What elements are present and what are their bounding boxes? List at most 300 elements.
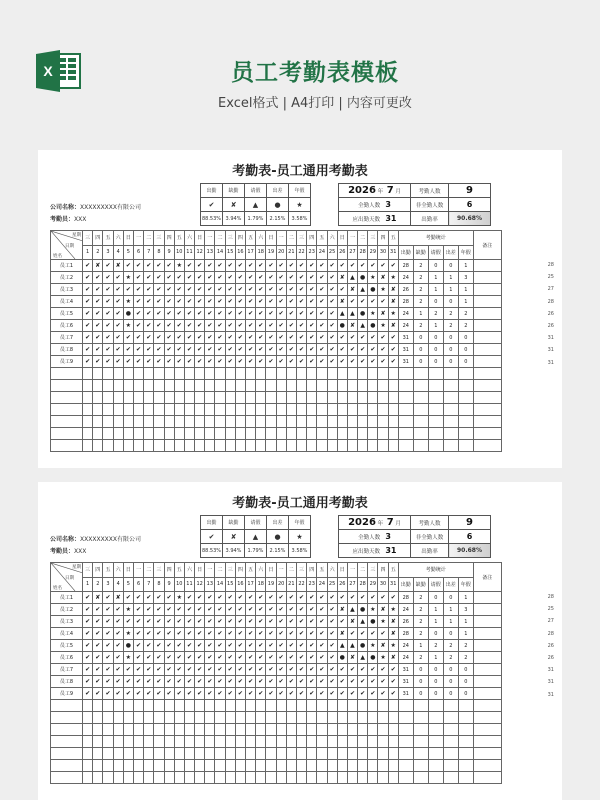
weekday-header: 五 [174, 231, 184, 246]
empty-cell [195, 416, 205, 428]
empty-cell [428, 712, 443, 724]
empty-cell [358, 428, 368, 440]
attendance-mark-icon: ✔ [195, 652, 205, 664]
empty-cell [225, 380, 235, 392]
date-header: 23 [307, 245, 317, 260]
attendance-mark-icon: ✔ [256, 676, 266, 688]
empty-cell [205, 380, 215, 392]
stat-header: 出勤 [398, 245, 413, 260]
attendance-mark-icon: ✔ [195, 592, 205, 604]
attendance-mark-icon: ✔ [93, 652, 103, 664]
empty-cell [51, 772, 83, 784]
attendance-mark-icon: ✘ [388, 616, 398, 628]
attendance-mark-icon: ✔ [83, 284, 93, 296]
attendance-mark-icon: ✔ [195, 640, 205, 652]
empty-cell [83, 440, 93, 452]
attendance-mark-icon: ✔ [266, 332, 276, 344]
attendance-mark-icon: ✔ [296, 296, 306, 308]
empty-cell [83, 712, 93, 724]
attendance-mark-icon: ✔ [154, 676, 164, 688]
empty-cell [358, 380, 368, 392]
stat-value: 2 [428, 640, 443, 652]
attendance-mark-icon: ✔ [266, 272, 276, 284]
remark-cell [473, 616, 501, 628]
legend-symbol-icon: ✔ [201, 530, 223, 544]
attendance-rate: 90.68% [449, 212, 491, 226]
attendance-mark-icon: ✔ [174, 628, 184, 640]
weekday-header: 一 [133, 563, 143, 578]
attendance-mark-icon: ✔ [195, 284, 205, 296]
row-side-total: 28 [547, 630, 554, 637]
attendance-mark-icon: ✔ [378, 344, 388, 356]
empty-cell [276, 440, 286, 452]
empty-cell [123, 760, 133, 772]
attendance-mark-icon: ✔ [266, 356, 276, 368]
attendance-mark-icon: ✔ [195, 320, 205, 332]
empty-cell [388, 712, 398, 724]
attendance-mark-icon: ✔ [266, 320, 276, 332]
attendance-mark-icon: ✔ [368, 664, 378, 676]
attendance-mark-icon: ✔ [327, 688, 337, 700]
attendance-mark-icon: ✔ [296, 652, 306, 664]
table-row [51, 640, 502, 652]
attendance-mark-icon: ✔ [286, 332, 296, 344]
weekday-header: 二 [144, 231, 154, 246]
attendance-mark-icon: ✔ [307, 284, 317, 296]
date-header: 13 [205, 577, 215, 592]
attendance-mark-icon: ✔ [246, 604, 256, 616]
empty-cell [276, 380, 286, 392]
empty-cell [368, 404, 378, 416]
attendance-mark-icon: ✔ [133, 640, 143, 652]
attendance-mark-icon: ✔ [164, 676, 174, 688]
empty-row [51, 736, 502, 748]
empty-cell [337, 760, 347, 772]
empty-cell [398, 748, 413, 760]
empty-cell [164, 748, 174, 760]
attendance-mark-icon: ✔ [296, 616, 306, 628]
attendance-mark-icon: ✔ [184, 616, 194, 628]
attendance-mark-icon: ✘ [347, 284, 357, 296]
empty-cell [246, 416, 256, 428]
attendance-mark-icon: ▲ [358, 284, 368, 296]
attendance-mark-icon: ✔ [205, 604, 215, 616]
attendance-mark-icon: ✔ [103, 320, 113, 332]
attendance-mark-icon: ✔ [195, 308, 205, 320]
empty-cell [368, 736, 378, 748]
attendance-mark-icon: ✔ [123, 332, 133, 344]
empty-cell [51, 368, 83, 380]
employee-name: 员工5 [51, 640, 83, 652]
empty-cell [215, 772, 225, 784]
empty-cell [164, 392, 174, 404]
employee-name: 员工3 [51, 616, 83, 628]
date-header: 10 [174, 577, 184, 592]
empty-cell [296, 392, 306, 404]
weekday-header: 日 [337, 563, 347, 578]
empty-cell [103, 404, 113, 416]
attendance-mark-icon: ★ [388, 308, 398, 320]
date-header: 18 [256, 577, 266, 592]
attendance-mark-icon: ✔ [256, 260, 266, 272]
empty-cell [174, 712, 184, 724]
legend-label: 请假 [245, 184, 267, 198]
legend-symbol-icon: ● [267, 530, 289, 544]
empty-cell [113, 428, 123, 440]
remark-cell [473, 308, 501, 320]
attendance-mark-icon: ✔ [93, 688, 103, 700]
empty-cell [443, 428, 458, 440]
attendance-mark-icon: ▲ [347, 272, 357, 284]
attendance-mark-icon: ✔ [337, 688, 347, 700]
stat-value: 0 [443, 356, 458, 368]
remark-cell [473, 604, 501, 616]
empty-cell [103, 712, 113, 724]
empty-cell [225, 736, 235, 748]
attendance-mark-icon: ✔ [83, 344, 93, 356]
empty-cell [225, 440, 235, 452]
empty-cell [296, 428, 306, 440]
empty-cell [93, 380, 103, 392]
attendance-mark-icon: ✔ [83, 628, 93, 640]
stat-header: 年假 [458, 577, 473, 592]
empty-cell [327, 416, 337, 428]
empty-cell [368, 380, 378, 392]
attendance-mark-icon: ✔ [144, 356, 154, 368]
date-header: 2 [93, 577, 103, 592]
empty-cell [458, 416, 473, 428]
weekday-header: 二 [286, 231, 296, 246]
empty-cell [286, 428, 296, 440]
empty-cell [458, 700, 473, 712]
legend-symbol-icon: ✘ [223, 530, 245, 544]
empty-cell [276, 772, 286, 784]
empty-cell [473, 736, 501, 748]
empty-cell [93, 404, 103, 416]
empty-cell [358, 748, 368, 760]
stat-value: 1 [428, 320, 443, 332]
attendance-mark-icon: ✔ [144, 604, 154, 616]
empty-cell [428, 416, 443, 428]
stat-value: 2 [443, 652, 458, 664]
attendance-mark-icon: ★ [123, 604, 133, 616]
weekday-header: 四 [235, 231, 245, 246]
header-corner: 星期 日期 姓名 [51, 563, 83, 592]
attendance-mark-icon: ✔ [256, 332, 266, 344]
empty-cell [368, 700, 378, 712]
stat-value: 1 [428, 272, 443, 284]
empty-cell [388, 700, 398, 712]
empty-cell [113, 368, 123, 380]
date-header: 29 [368, 245, 378, 260]
remark-cell [473, 332, 501, 344]
attendance-mark-icon: ✔ [327, 676, 337, 688]
empty-cell [133, 772, 143, 784]
empty-cell [164, 380, 174, 392]
empty-cell [123, 392, 133, 404]
attendance-mark-icon: ✔ [225, 664, 235, 676]
stat-value: 1 [458, 592, 473, 604]
stat-value: 31 [398, 676, 413, 688]
empty-cell [286, 700, 296, 712]
stat-value: 31 [398, 688, 413, 700]
legend-label: 缺勤 [223, 516, 245, 530]
empty-cell [413, 700, 428, 712]
stat-value: 2 [413, 296, 428, 308]
empty-cell [266, 772, 276, 784]
empty-cell [276, 392, 286, 404]
attendance-mark-icon: ✔ [144, 260, 154, 272]
attendance-mark-icon: ✔ [205, 356, 215, 368]
attendance-mark-icon: ✘ [337, 296, 347, 308]
empty-cell [296, 724, 306, 736]
weekday-header: 一 [347, 563, 357, 578]
attendance-mark-icon: ✔ [164, 628, 174, 640]
attendance-mark-icon: ● [123, 640, 133, 652]
attendance-mark-icon: ✔ [154, 592, 164, 604]
date-header: 20 [276, 245, 286, 260]
attendance-mark-icon: ● [368, 652, 378, 664]
stat-header: 缺勤 [413, 577, 428, 592]
date-header: 17 [246, 577, 256, 592]
date-header: 22 [296, 577, 306, 592]
attendance-mark-icon: ✔ [256, 688, 266, 700]
empty-cell [205, 724, 215, 736]
attendance-mark-icon: ✘ [93, 592, 103, 604]
empty-cell [225, 760, 235, 772]
empty-cell [398, 440, 413, 452]
attendance-mark-icon: ✔ [286, 320, 296, 332]
attendance-mark-icon: ✔ [93, 320, 103, 332]
empty-cell [276, 416, 286, 428]
empty-cell [154, 700, 164, 712]
empty-cell [184, 392, 194, 404]
attendance-mark-icon: ✔ [256, 308, 266, 320]
attendance-mark-icon: ✔ [113, 284, 123, 296]
empty-cell [276, 724, 286, 736]
attendance-mark-icon: ✔ [83, 616, 93, 628]
attendance-mark-icon: ✔ [296, 664, 306, 676]
attendance-mark-icon: ✔ [144, 296, 154, 308]
attendance-mark-icon: ★ [123, 320, 133, 332]
attendance-mark-icon: ✔ [266, 604, 276, 616]
empty-cell [246, 368, 256, 380]
empty-cell [235, 724, 245, 736]
stat-value: 2 [413, 604, 428, 616]
empty-cell [256, 404, 266, 416]
empty-cell [296, 712, 306, 724]
empty-cell [307, 748, 317, 760]
table-row [51, 688, 502, 700]
empty-cell [378, 700, 388, 712]
empty-cell [317, 416, 327, 428]
empty-cell [51, 736, 83, 748]
empty-cell [154, 760, 164, 772]
attendance-mark-icon: ✔ [184, 640, 194, 652]
empty-cell [215, 428, 225, 440]
date-header: 8 [154, 577, 164, 592]
row-side-total: 28 [547, 594, 554, 600]
attendance-mark-icon: ✔ [276, 356, 286, 368]
empty-cell [266, 724, 276, 736]
attendance-mark-icon: ✔ [358, 628, 368, 640]
attendance-mark-icon: ✔ [174, 272, 184, 284]
empty-cell [428, 392, 443, 404]
attendance-mark-icon: ✔ [276, 688, 286, 700]
empty-cell [337, 380, 347, 392]
empty-cell [473, 724, 501, 736]
attendance-mark-icon: ✔ [164, 356, 174, 368]
empty-cell [195, 368, 205, 380]
empty-cell [398, 760, 413, 772]
empty-cell [184, 748, 194, 760]
weekday-header: 五 [317, 231, 327, 246]
attendance-mark-icon: ✔ [113, 296, 123, 308]
legend-percent: 3.58% [289, 212, 311, 226]
legend-percent: 2.15% [267, 544, 289, 558]
row-side-total: 26 [547, 323, 554, 329]
attendance-mark-icon: ✔ [205, 676, 215, 688]
attendance-mark-icon: ● [337, 320, 347, 332]
empty-cell [378, 404, 388, 416]
empty-cell [358, 700, 368, 712]
empty-cell [205, 748, 215, 760]
empty-cell [443, 440, 458, 452]
weekday-header: 日 [123, 231, 133, 246]
attendance-mark-icon: ✔ [235, 616, 245, 628]
empty-cell [266, 368, 276, 380]
empty-cell [276, 428, 286, 440]
attendance-mark-icon: ✘ [113, 592, 123, 604]
empty-cell [246, 440, 256, 452]
empty-cell [317, 428, 327, 440]
attendance-mark-icon: ● [368, 616, 378, 628]
weekday-header: 六 [113, 563, 123, 578]
empty-cell [235, 736, 245, 748]
attendance-mark-icon: ✔ [174, 664, 184, 676]
empty-cell [93, 428, 103, 440]
stat-value: 0 [443, 664, 458, 676]
attendance-mark-icon: ✔ [93, 604, 103, 616]
attendance-mark-icon: ✔ [286, 688, 296, 700]
attendance-mark-icon: ✔ [235, 308, 245, 320]
empty-cell [144, 712, 154, 724]
empty-cell [164, 428, 174, 440]
empty-cell [83, 368, 93, 380]
attendance-mark-icon: ✔ [133, 344, 143, 356]
attendance-mark-icon: ✔ [225, 356, 235, 368]
attendance-mark-icon: ✔ [215, 320, 225, 332]
empty-cell [83, 736, 93, 748]
empty-cell [337, 772, 347, 784]
attendance-mark-icon: ✔ [317, 592, 327, 604]
date-header: 31 [388, 245, 398, 260]
weekday-header: 一 [347, 231, 357, 246]
empty-cell [307, 724, 317, 736]
attendance-mark-icon: ✔ [266, 296, 276, 308]
date-header: 19 [266, 577, 276, 592]
empty-cell [337, 748, 347, 760]
empty-cell [195, 772, 205, 784]
attendance-mark-icon: ✔ [276, 652, 286, 664]
table-row [51, 320, 502, 332]
empty-cell [144, 368, 154, 380]
empty-cell [347, 736, 357, 748]
attendance-mark-icon: ✔ [378, 356, 388, 368]
empty-cell [413, 440, 428, 452]
stat-value: 1 [458, 296, 473, 308]
table-row [51, 652, 502, 664]
attendance-mark-icon: ▲ [347, 308, 357, 320]
empty-cell [458, 748, 473, 760]
empty-cell [144, 772, 154, 784]
attendance-mark-icon: ✔ [205, 616, 215, 628]
attendance-mark-icon: ✔ [347, 260, 357, 272]
empty-cell [51, 700, 83, 712]
attendance-mark-icon: ✔ [83, 260, 93, 272]
stat-value: 0 [443, 592, 458, 604]
empty-cell [428, 404, 443, 416]
attendance-mark-icon: ✔ [368, 332, 378, 344]
stat-value: 2 [443, 320, 458, 332]
empty-row [51, 748, 502, 760]
attendance-mark-icon: ✔ [225, 308, 235, 320]
legend-label: 出勤 [201, 516, 223, 530]
empty-cell [428, 748, 443, 760]
legend-percent: 1.79% [245, 212, 267, 226]
attendance-mark-icon: ✘ [337, 272, 347, 284]
empty-cell [398, 724, 413, 736]
attendance-mark-icon: ✔ [215, 272, 225, 284]
attendance-mark-icon: ✔ [93, 272, 103, 284]
empty-cell [398, 712, 413, 724]
empty-cell [368, 428, 378, 440]
attendance-mark-icon: ✔ [184, 688, 194, 700]
date-header: 16 [235, 245, 245, 260]
weekday-header: 二 [215, 231, 225, 246]
empty-cell [368, 724, 378, 736]
empty-cell [317, 380, 327, 392]
legend-percent: 2.15% [267, 212, 289, 226]
attendance-mark-icon: ✔ [327, 272, 337, 284]
empty-cell [276, 368, 286, 380]
stat-value: 0 [428, 332, 443, 344]
empty-cell [398, 736, 413, 748]
empty-cell [256, 760, 266, 772]
empty-cell [473, 392, 501, 404]
attendance-mark-icon: ✔ [103, 344, 113, 356]
attendance-mark-icon: ● [358, 640, 368, 652]
attendance-mark-icon: ✔ [144, 284, 154, 296]
empty-cell [123, 416, 133, 428]
attendance-mark-icon: ✔ [154, 640, 164, 652]
empty-cell [83, 748, 93, 760]
empty-cell [164, 440, 174, 452]
row-side-total: 25 [547, 606, 554, 613]
attendance-mark-icon: ✔ [307, 640, 317, 652]
empty-cell [83, 428, 93, 440]
attendance-mark-icon: ✔ [246, 284, 256, 296]
empty-cell [235, 712, 245, 724]
attendance-mark-icon: ✔ [388, 592, 398, 604]
row-side-total: 31 [547, 347, 554, 354]
row-side-total: 31 [547, 691, 554, 698]
attendance-mark-icon: ✔ [286, 296, 296, 308]
attendance-mark-icon: ✔ [184, 664, 194, 676]
empty-cell [307, 772, 317, 784]
empty-cell [266, 392, 276, 404]
attendance-mark-icon: ✔ [215, 344, 225, 356]
